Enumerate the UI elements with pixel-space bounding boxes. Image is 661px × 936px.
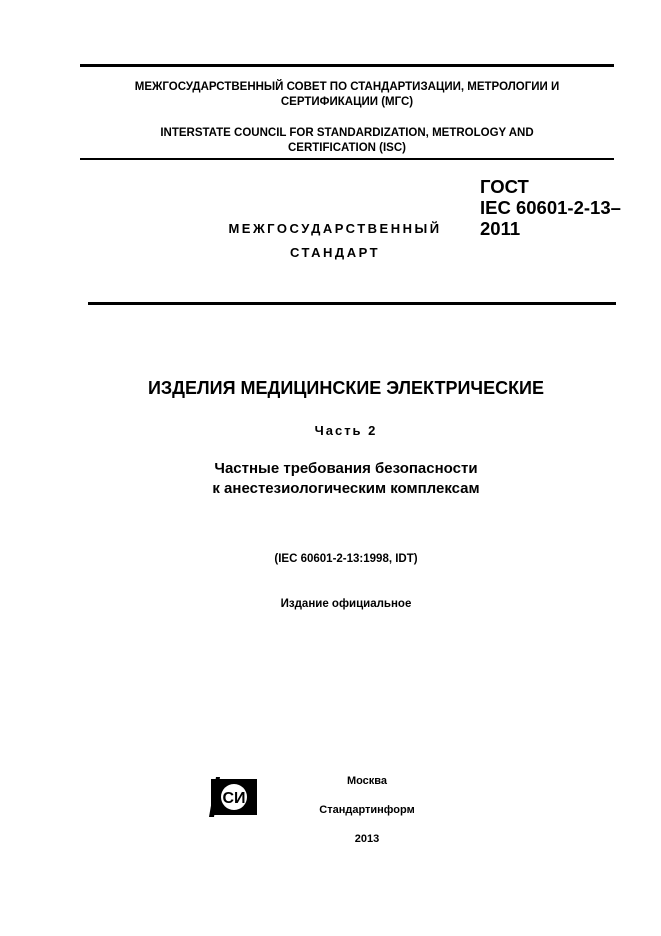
header-rule [80, 158, 614, 160]
edition-note: Издание официальное [280, 598, 412, 610]
designation-line1: ГОСТ [480, 176, 529, 197]
title-rule [88, 302, 616, 305]
publication-year: 2013 [354, 833, 380, 845]
standard-label-line1: МЕЖГОСУДАРСТВЕННЫЙ [228, 221, 442, 236]
standard-label-line2: СТАНДАРТ [289, 245, 381, 260]
standard-designation [480, 176, 621, 239]
publisher-city: Москва [346, 775, 388, 787]
standartinform-logo-icon [208, 775, 260, 819]
council-name-ru [80, 80, 614, 110]
council-name-en [80, 126, 614, 156]
svg-text:СИ: СИ [222, 790, 246, 807]
designation-line3: 2011 [480, 218, 521, 239]
iec-reference: (IEC 60601-2-13:1998, IDT) [274, 553, 418, 565]
top-rule [80, 64, 614, 67]
designation-line2: IEC 60601-2-13– [480, 197, 621, 218]
publisher-name: Стандартинформ [319, 804, 415, 816]
subtitle-line1: Частные требования безопасности [214, 460, 478, 477]
council-ru-line2: СЕРТИФИКАЦИИ (МГС) [280, 96, 414, 108]
council-en-line2: CERTIFICATION (ISC) [288, 142, 406, 154]
council-en-line1: INTERSTATE COUNCIL FOR STANDARDIZATION, METROLOGY AND [160, 127, 534, 139]
council-ru-line1: МЕЖГОСУДАРСТВЕННЫЙ СОВЕТ ПО СТАНДАРТИЗАЦИИ, МЕТРОЛОГИИ И [134, 81, 560, 93]
document-subtitle [40, 459, 652, 499]
document-title: ИЗДЕЛИЯ МЕДИЦИНСКИЕ ЭЛЕКТРИЧЕСКИЕ [147, 378, 545, 398]
subtitle-line2: к анестезиологическим комплексам [212, 480, 480, 497]
part-number: Часть 2 [314, 423, 378, 438]
